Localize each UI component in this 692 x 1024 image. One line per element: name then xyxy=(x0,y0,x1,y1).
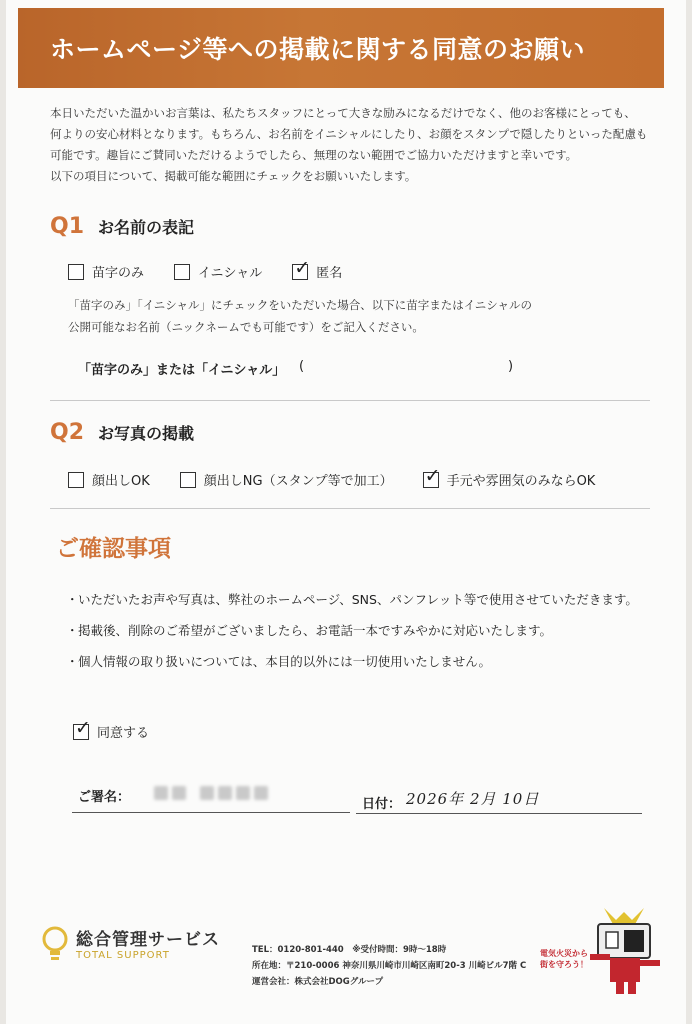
list-item xyxy=(66,652,638,683)
checkbox-checked[interactable] xyxy=(292,256,311,280)
q1-number: Q1 xyxy=(50,214,85,239)
option-label: 匿名 xyxy=(316,266,343,281)
date-value: 2026年 2月 10日 xyxy=(406,790,540,808)
company-logo xyxy=(40,925,220,965)
company-tel: TEL：0120-801-440 ※受付時間：9時〜18時 xyxy=(252,945,447,955)
name-field-paren-close: ) xyxy=(508,359,514,374)
lightbulb-icon xyxy=(40,925,70,965)
q2-options xyxy=(68,464,625,489)
intro-line: 以下の項目について、掲載可能な範囲にチェックをお願いいたします。 xyxy=(50,169,417,183)
consent-form-sheet xyxy=(6,0,686,1024)
q1-option-initial[interactable] xyxy=(174,262,262,281)
date-line xyxy=(356,813,642,814)
company-logo-sub: TOTAL SUPPORT xyxy=(76,950,170,961)
agree-checkbox-row[interactable] xyxy=(73,716,150,741)
q1-note xyxy=(68,294,532,338)
checkbox[interactable] xyxy=(180,472,196,488)
q2-heading xyxy=(50,420,194,445)
check-mark-icon: ✓ xyxy=(75,716,91,739)
checkbox-checked[interactable] xyxy=(423,464,441,488)
page-title-banner xyxy=(18,8,664,88)
name-field-paren-open: ( xyxy=(299,359,305,374)
q2-option-face-ok[interactable] xyxy=(68,470,150,489)
q1-option-anonymous[interactable] xyxy=(292,256,343,281)
confirm-list xyxy=(66,590,638,683)
signature-line xyxy=(72,812,350,813)
company-operator: 運営会社：株式会社DOGグループ xyxy=(252,977,384,987)
intro-text xyxy=(50,103,660,187)
list-item-text: 個人情報の取り扱いについては、本目的以外には一切使用いたしません。 xyxy=(78,654,492,669)
check-mark-icon: ✓ xyxy=(294,256,311,279)
q2-option-hands-only[interactable] xyxy=(423,464,596,489)
option-label: 苗字のみ xyxy=(92,266,145,281)
intro-line: 何よりの安心材料となります。もちろん、お名前をイニシャルにしたり、お顔をスタンプで隠したりといった配慮も xyxy=(50,127,648,141)
option-label: 手元や雰囲気のみならOK xyxy=(446,474,596,489)
checkbox[interactable] xyxy=(68,264,84,280)
agree-label: 同意する xyxy=(97,726,150,741)
q1-options xyxy=(68,256,372,281)
company-logo-name: 総合管理サービス xyxy=(76,930,220,950)
divider xyxy=(50,400,650,401)
signature-redacted xyxy=(154,786,286,804)
check-mark-icon: ✓ xyxy=(424,464,441,487)
bullet: ・ xyxy=(66,623,79,638)
q2-number: Q2 xyxy=(50,420,85,445)
q1-option-surname[interactable] xyxy=(68,262,144,281)
list-item xyxy=(66,590,638,621)
option-label: イニシャル xyxy=(198,266,263,281)
note-line: 公開可能なお名前（ニックネームでも可能です）をご記入ください。 xyxy=(68,320,424,334)
checkbox[interactable] xyxy=(68,472,84,488)
divider xyxy=(50,508,650,509)
page-title: ホームページ等への掲載に関する同意のお願い xyxy=(50,35,586,64)
note-line: 「苗字のみ」「イニシャル」にチェックをいただいた場合、以下に苗字またはイニシャルの xyxy=(68,298,533,312)
signature-label: ご署名： xyxy=(78,790,131,805)
mascot-icon xyxy=(576,898,676,998)
confirm-title: ご確認事項 xyxy=(56,536,171,562)
company-address: 所在地：〒210-0006 神奈川県川崎市川崎区南町20-3 川崎ビル7階 C xyxy=(252,961,527,971)
q1-title: お名前の表記 xyxy=(98,218,195,237)
mascot-slogan: 電気火災から街を守ろう！ xyxy=(540,949,588,969)
option-label: 顔出しOK xyxy=(92,474,150,489)
checkbox[interactable] xyxy=(174,264,190,280)
q2-title: お写真の掲載 xyxy=(98,424,195,443)
q2-option-face-ng[interactable] xyxy=(180,470,393,489)
bullet: ・ xyxy=(66,592,79,607)
list-item-text: いただいたお声や写真は、弊社のホームページ、SNS、パンフレット等で使用させていただきます。 xyxy=(78,592,638,607)
agree-checkbox[interactable] xyxy=(73,716,91,740)
date-label: 日付： xyxy=(362,797,402,812)
bullet: ・ xyxy=(66,654,79,669)
intro-line: 可能です。趣旨にご賛同いただけるようでしたら、無理のない範囲でご協力いただけますと幸いです。 xyxy=(50,148,578,162)
option-label: 顔出しNG（スタンプ等で加工） xyxy=(203,474,393,489)
list-item xyxy=(66,621,638,652)
name-field-label: 「苗字のみ」または「イニシャル」 xyxy=(78,363,286,378)
company-info xyxy=(252,942,526,990)
q1-heading xyxy=(50,214,194,239)
list-item-text: 掲載後、削除のご希望がございましたら、お電話一本ですみやかに対応いたします。 xyxy=(78,623,553,638)
intro-line: 本日いただいた温かいお言葉は、私たちスタッフにとって大きな励みになるだけでなく、他のお客様にとっても、 xyxy=(50,106,636,120)
